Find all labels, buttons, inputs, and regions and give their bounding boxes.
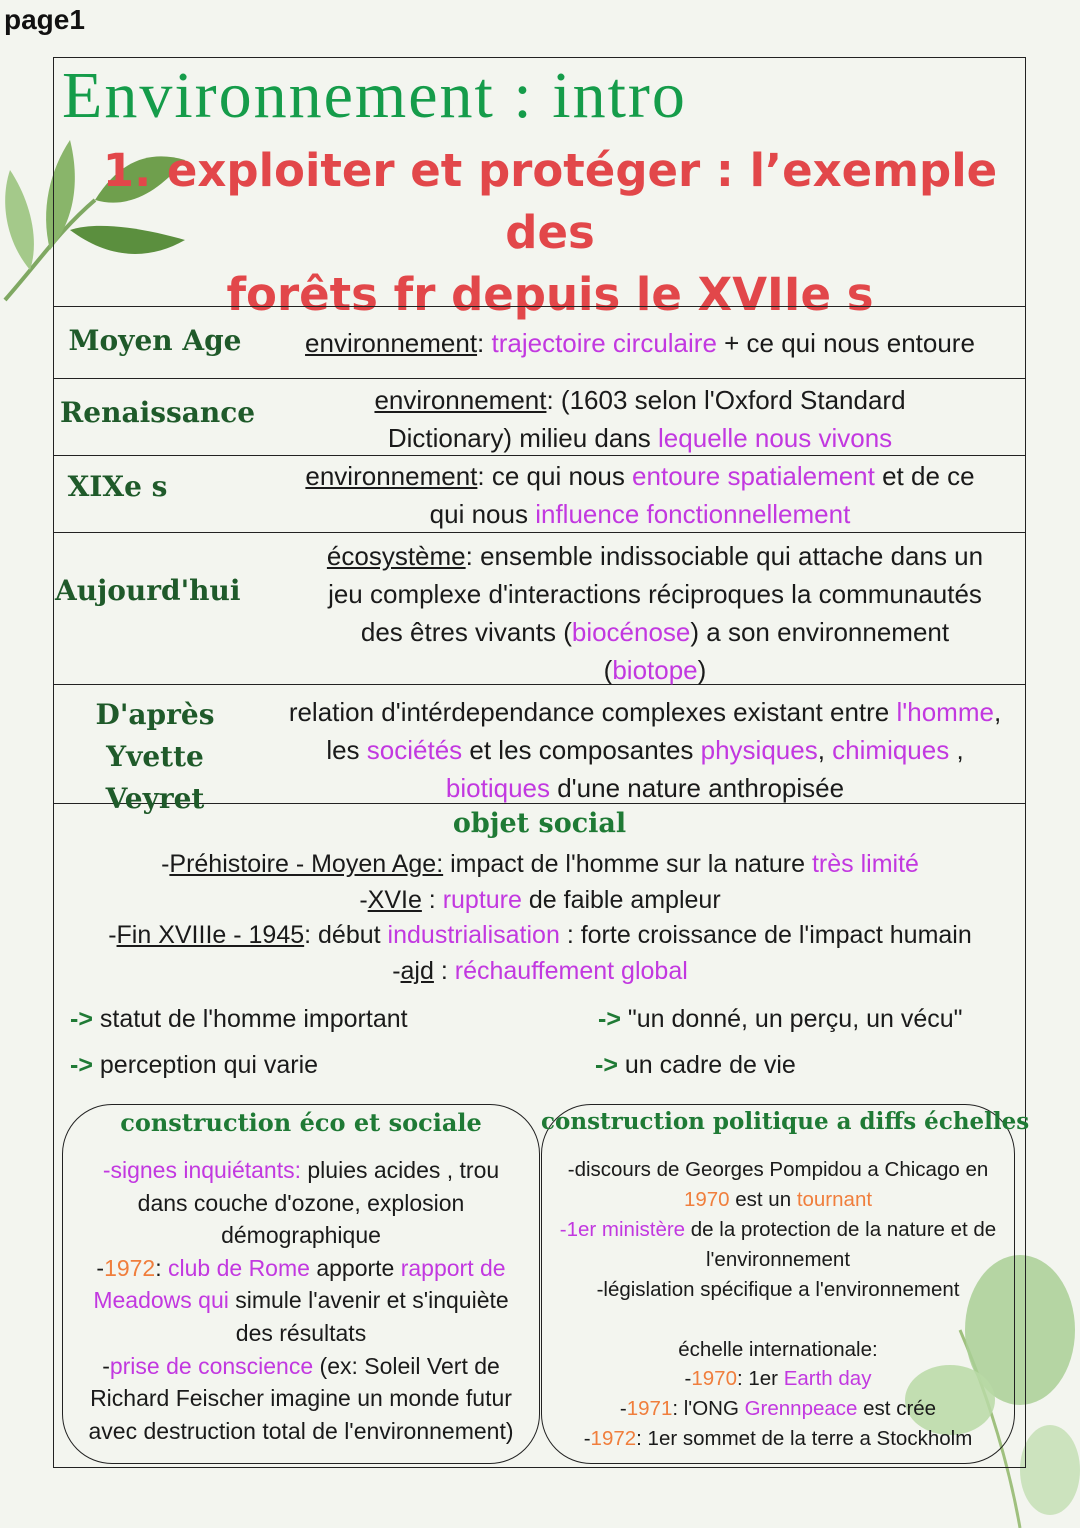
highlight: Earth day [783,1367,872,1391]
highlight: influence fonctionnellement [535,499,851,529]
text: simule l'avenir et s'inquiète [228,1287,509,1314]
highlight: -signes inquiétants: [102,1157,301,1183]
text: -discours de Georges Pompidou a Chicago en [567,1158,989,1181]
text: -législation spécifique a l'environnement [596,1277,960,1301]
row-label-veyret [45,694,265,820]
highlight: entoure spatialement [632,461,875,491]
highlight: physiques [700,735,818,765]
text: , [949,735,964,765]
year: 1970 [691,1367,737,1391]
highlight: rapport de [400,1254,506,1281]
year: 1972 [104,1254,156,1281]
text: ) a son environnement [690,617,950,647]
year: 1970 [683,1187,730,1211]
page-label: page1 [4,4,85,35]
highlight: rupture [442,885,522,914]
text: des résultats [235,1319,367,1346]
text: : [421,885,443,914]
text: - [583,1427,591,1451]
box-politique-heading: construction politique a diffs échelles [541,1108,1030,1135]
term: XVIe [367,885,422,914]
highlight: biocénose [571,617,691,647]
text: - [96,1254,105,1281]
highlight: Meadows qui [93,1287,229,1314]
row-label-aujourdhui: Aujourd'hui [55,574,241,607]
year: 1971 [626,1397,673,1421]
row-label-moyen-age: Moyen Age [68,324,242,357]
text: et les composantes [462,735,701,765]
bullet-perception [70,1046,318,1084]
text: : 1er sommet de la terre a Stockholm [636,1427,973,1451]
text: ) [697,655,707,685]
highlight: biotope [612,655,698,685]
text: de la protection de la nature et de [685,1217,997,1241]
highlight: biotiques [445,773,550,803]
section-heading [85,140,1015,326]
text: : 1er [736,1367,784,1391]
bullet-cadre [595,1046,796,1084]
page-title: Environnement : intro [62,59,687,132]
year: 1972 [590,1427,637,1451]
highlight: lequelle nous vivons [658,423,893,453]
text: avec destruction total de l'environnement) [88,1417,514,1444]
bullet-donne [598,1000,963,1038]
text: : forte croissance de l'impact humain [566,921,972,949]
text: - [684,1367,692,1391]
text: impact de l'homme sur la nature [443,850,812,878]
text: échelle internationale: [678,1337,878,1361]
text: "un donné, un perçu, un vécu" [620,1005,963,1033]
text: - [619,1397,627,1421]
term: Préhistoire - Moyen Age: [169,850,444,878]
term: environnement [305,328,478,358]
text: : (1603 selon l'Oxford Standard [546,385,906,415]
section-heading-line2: forêts fr depuis le XVIIe s [226,268,874,321]
highlight: tournant [796,1187,873,1211]
row-label-xixe: XIXe s [67,470,168,503]
text: Veyret [105,782,205,815]
text: : [433,956,455,985]
row-text-aujourdhui [290,537,1020,689]
text: D'après Yvette [95,698,215,773]
text: est un [729,1187,797,1211]
text: qui nous [429,499,536,529]
highlight: sociétés [366,735,463,765]
term: environnement [374,385,547,415]
text: + ce qui nous entoure [716,328,975,358]
text: , [993,697,1002,727]
highlight: industrialisation [387,921,567,949]
box-eco-sociale-heading: construction éco et sociale [120,1108,482,1137]
row-text-xixe [270,457,1010,533]
arrow-icon: -> [70,1005,93,1033]
box-politique-body [543,1155,1013,1454]
text: : début [304,921,388,949]
text: est crée [857,1397,937,1421]
text: Richard Feischer imagine un monde futur [90,1385,512,1412]
text: : ce qui nous [477,461,633,491]
text: des êtres vivants ( [360,617,572,647]
text: perception qui varie [92,1051,319,1079]
arrow-icon: -> [598,1005,621,1033]
term: environnement [305,461,478,491]
highlight: club de Rome [168,1254,310,1281]
highlight: trajectoire circulaire [491,328,717,358]
highlight: l'homme [896,697,994,727]
text: un cadre de vie [617,1051,796,1079]
text: : [477,328,492,358]
row-text-veyret [265,693,1025,807]
text: relation d'intérdependance complexes existant entre [288,697,897,727]
text: : ensemble indissociable qui attache dans un [465,541,984,571]
term: écosystème [326,541,466,571]
bullet-statut [70,1000,408,1038]
section-heading-line1: 1. exploiter et protéger : l’exemple des [102,144,998,259]
text: d'une nature anthropisée [550,773,845,803]
row-text-moyen-age [270,324,1010,362]
highlight: prise de conscience [109,1352,314,1379]
text: : l'ONG [672,1397,745,1421]
text: de faible ampleur [521,885,721,914]
highlight: -1er ministère [559,1217,686,1241]
row-label-renaissance: Renaissance [60,396,256,429]
highlight: très limité [811,850,919,878]
text: l'environnement [705,1247,851,1271]
text: (ex: Soleil Vert de [313,1352,500,1379]
social-timeline: -Préhistoire - Moyen Age: impact de l'homme sur la nature très limité -XVIe : rupture de faible ampleur -Fin XVIIIe - 1945: début industrialisation : forte croissance de l'impact humain -ajd : réchauffement global [108,850,972,985]
social-heading: objet social [452,808,627,839]
spacer [543,1305,1013,1335]
text: - [102,1352,110,1379]
text: pluies acides , trou [301,1157,500,1183]
text: statut de l'homme important [92,1005,408,1033]
text: dans couche d'ozone, explosion [137,1189,465,1216]
text: jeu complexe d'interactions réciproques la communautés [328,579,982,609]
text: : [155,1254,169,1281]
divider [53,378,1026,379]
box-eco-sociale-body [66,1154,536,1447]
highlight: Grennpeace [744,1397,858,1421]
row-text-renaissance [270,381,1010,457]
text: Dictionary) milieu dans [387,423,659,453]
text: démographique [221,1222,381,1249]
text: et de ce [874,461,975,491]
text: les [326,735,367,765]
divider [53,306,1026,307]
term: ajd [400,956,434,985]
term: Fin XVIIIe - 1945 [116,921,305,949]
text: , [817,735,833,765]
highlight: réchauffement global [454,956,688,985]
text: apporte [309,1254,401,1281]
arrow-icon: -> [70,1051,93,1079]
highlight: chimiques [832,735,950,765]
arrow-icon: -> [595,1051,618,1079]
text: ( [603,655,613,685]
